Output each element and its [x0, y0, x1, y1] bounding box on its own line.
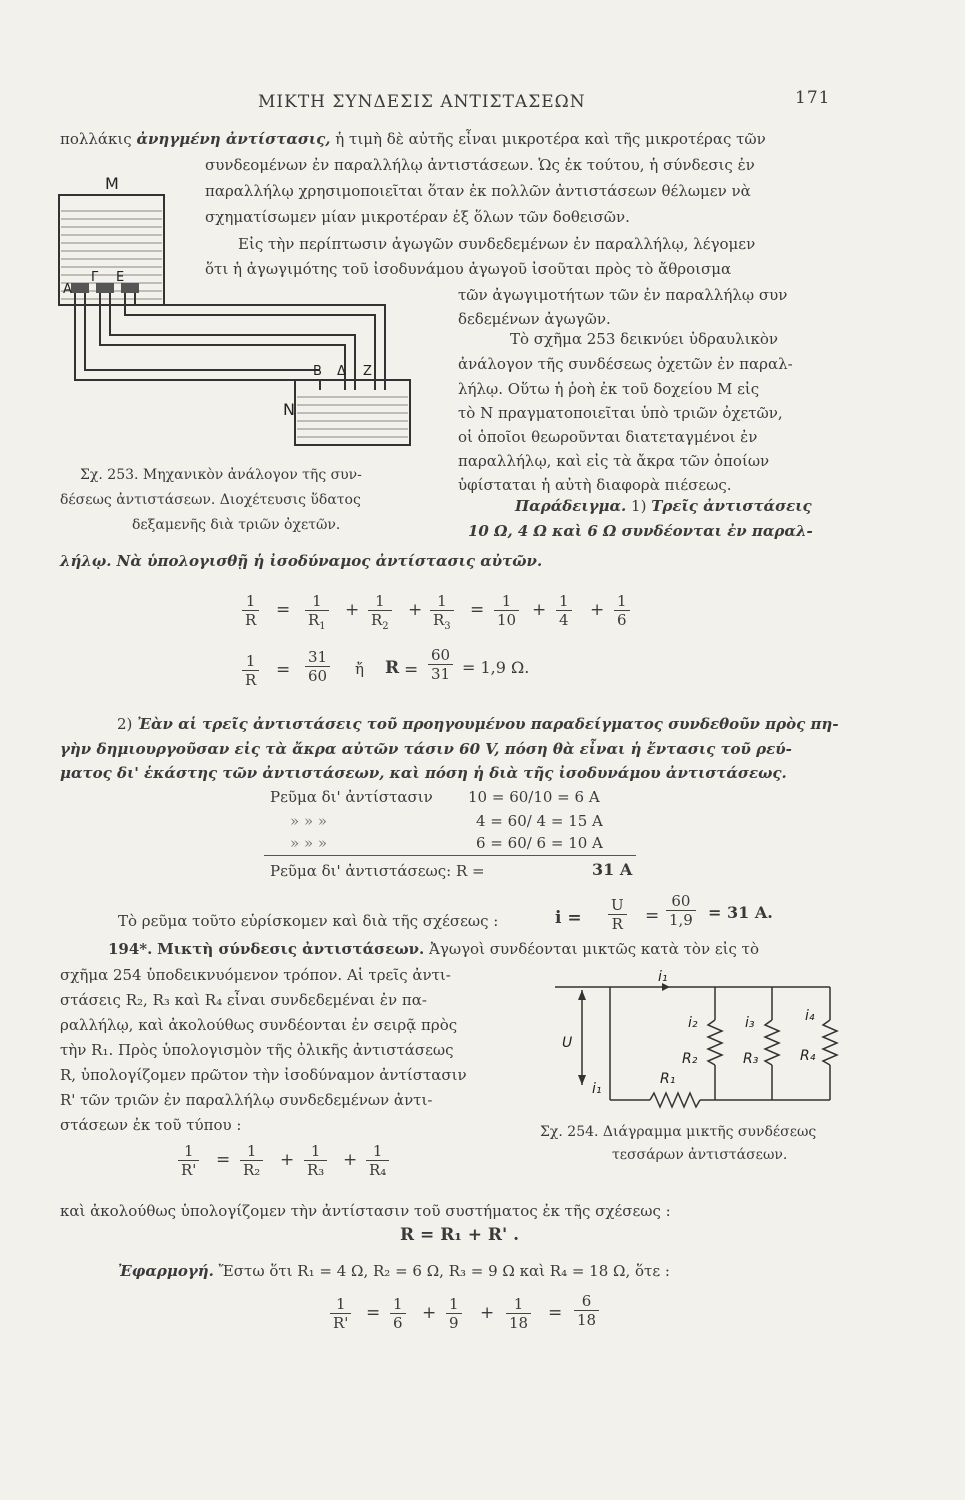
numerator: 1 — [368, 592, 392, 611]
denominator: 18 — [577, 1311, 597, 1329]
numerator: 31 — [305, 648, 330, 667]
application-line — [118, 1262, 670, 1280]
running-header: ΜΙΚΤΗ ΣΥΝΔΕΣΙΣ ΑΝΤΙΣΤΑΣΕΩΝ — [258, 92, 586, 112]
numerator: 1 — [304, 1142, 327, 1161]
fraction — [428, 646, 453, 683]
fraction — [666, 892, 696, 929]
equals-sign: = — [276, 600, 291, 620]
example-text: λήλῳ. Νὰ ὑπολογισθῇ ἡ ἰσοδύναμος ἀντίστασις αὐτῶν. — [60, 552, 543, 570]
example-text: Τρεῖς ἀντιστάσεις — [651, 497, 812, 515]
label-e: E — [116, 270, 125, 285]
voltage-arrow-icon — [578, 990, 586, 1000]
current-row-value: 4 = 60/ 4 = 15 A — [476, 812, 603, 830]
label-i3: i₃ — [745, 1015, 755, 1031]
label-i1: i₁ — [658, 969, 668, 985]
label-i2: i₂ — [688, 1015, 698, 1031]
fraction — [614, 592, 630, 629]
current-row-value: 10 = 60/10 = 6 A — [468, 788, 600, 806]
resistor-r2 — [708, 1020, 722, 1065]
denominator: $R_3$ — [433, 611, 451, 632]
current-symbol: i = — [555, 908, 582, 928]
text-line: τὸ Ν πραγματοποιεῖται ὑπὸ τριῶν ὀχετῶν, — [458, 404, 783, 422]
text-line: δεδεμένων ἀγωγῶν. — [458, 310, 611, 328]
denominator: R — [245, 671, 257, 689]
denominator: 10 — [497, 611, 517, 629]
fraction — [304, 1142, 327, 1179]
text-line: παραλλήλῳ, καὶ εἰς τὰ ἄκρα τῶν ὁποίων — [458, 452, 770, 470]
example-line — [515, 497, 812, 515]
plus-sign: + — [343, 1150, 358, 1170]
label-r1: R₁ — [660, 1071, 676, 1087]
voltage-arrow-icon — [578, 1075, 586, 1085]
label-r4: R₄ — [800, 1048, 816, 1064]
plus-sign: + — [590, 600, 605, 620]
text-line: τῶν ἀγωγιμοτήτων τῶν ἐν παραλλήλῳ συν — [458, 286, 788, 304]
figure-254-caption: τεσσάρων ἀντιστάσεων. — [612, 1147, 788, 1163]
label-m: M — [105, 175, 119, 193]
numerator: 1 — [330, 1295, 351, 1314]
plus-sign: + — [480, 1303, 495, 1323]
fraction — [430, 592, 454, 636]
text-line: R' τῶν τριῶν ἐν παραλλήλῳ συνδεδεμένων ἀντι- — [60, 1091, 433, 1109]
equals-sign: = — [216, 1150, 231, 1170]
text-line: Τὸ ρεῦμα τοῦτο εὑρίσκομεν καὶ διὰ τῆς σχέσεως : — [118, 912, 499, 930]
denominator: R₄ — [369, 1161, 387, 1179]
plus-sign: + — [345, 600, 360, 620]
denominator: 4 — [559, 611, 569, 629]
figure-253-caption: δεξαμενῆς διὰ τριῶν ὀχετῶν. — [132, 517, 341, 533]
denominator: $R_1$ — [308, 611, 326, 632]
text-line: ὑφίσταται ἡ αὐτὴ διαφορὰ πιέσεως. — [458, 476, 732, 494]
equals-sign: = — [404, 660, 419, 680]
denominator: 1,9 — [669, 911, 693, 929]
text-line — [60, 130, 766, 148]
fraction — [240, 1142, 263, 1179]
example-text: ματος δι' ἑκάστης τῶν ἀντιστάσεων, καὶ πόση ἡ διὰ τῆς ἰσοδυνάμου ἀντιστάσεως. — [60, 764, 787, 782]
current-row-label: Ρεῦμα δι' ἀντίστασιν — [270, 788, 433, 806]
text-line: στάσεων ἐκ τοῦ τύπου : — [60, 1116, 242, 1134]
numerator: 1 — [178, 1142, 199, 1161]
figure-254-circuit-diagram — [550, 965, 850, 1115]
text-span: Ἀγωγοὶ συνδέονται μικτῶς κατὰ τὸν εἰς τὸ — [429, 940, 759, 958]
equals-sign: = — [366, 1303, 381, 1323]
section-number: 194*. — [108, 940, 153, 958]
numerator: 1 — [366, 1142, 389, 1161]
denominator: 18 — [509, 1314, 529, 1332]
label-g: Γ — [91, 270, 99, 285]
text-line: παραλλήλῳ χρησιμοποιεῖται ὅταν ἐκ πολλῶν ἀντιστάσεων θέλωμεν νὰ — [205, 182, 751, 200]
numerator: 1 — [506, 1295, 531, 1314]
fraction — [178, 1142, 199, 1179]
example-heading: Παράδειγμα. — [515, 497, 627, 515]
label-r3: R₃ — [743, 1051, 759, 1067]
example-text: 10 Ω, 4 Ω καὶ 6 Ω συνδέονται ἐν παραλ- — [468, 522, 813, 540]
numerator: 1 — [242, 652, 259, 671]
application-heading: Ἐφαρμογή. — [118, 1262, 214, 1280]
numerator: 1 — [242, 592, 259, 611]
text-span: Ἔστω ὅτι R₁ = 4 Ω, R₂ = 6 Ω, R₃ = 9 Ω καὶ R₄ = 18 Ω, ὅτε : — [218, 1262, 670, 1280]
text-line: ραλλήλῳ, καὶ ἀκολούθως συνδέονται ἐν σειρᾷ πρὸς — [60, 1016, 458, 1034]
numerator: U — [608, 896, 627, 915]
r-symbol: R — [385, 658, 400, 678]
numerator: 60 — [666, 892, 696, 911]
result: = 1,9 Ω. — [462, 658, 530, 677]
resistor-r4 — [823, 1020, 837, 1065]
numerator: 1 — [556, 592, 572, 611]
numerator: 1 — [494, 592, 519, 611]
numerator: 1 — [446, 1295, 462, 1314]
text-line: ὅτι ἡ ἀγωγιμότης τοῦ ἰσοδυνάμου ἀγωγοῦ ἰσοῦται πρὸς τὸ ἄθροισμα — [205, 260, 732, 278]
fraction — [330, 1295, 351, 1332]
denominator: $R_2$ — [371, 611, 389, 632]
valves — [71, 283, 139, 293]
text-line: Τὸ σχῆμα 253 δεικνύει ὑδραυλικὸν — [510, 330, 779, 348]
result: = 31 A. — [708, 903, 773, 922]
label-a: A — [63, 282, 72, 297]
resistor-r3 — [765, 1020, 779, 1065]
denominator: R' — [333, 1314, 349, 1332]
denominator: R' — [181, 1161, 197, 1179]
label-n: N — [283, 400, 295, 419]
figure-254-caption: Σχ. 254. Διάγραμμα μικτῆς συνδέσεως — [540, 1124, 817, 1140]
sum-rule — [264, 855, 636, 856]
fraction — [446, 1295, 462, 1332]
numerator: 1 — [390, 1295, 406, 1314]
numerator: 1 — [240, 1142, 263, 1161]
term-emphasis: ἀνηγμένη ἀντίστασις, — [136, 130, 331, 148]
label-r2: R₂ — [682, 1051, 698, 1067]
plus-sign: + — [280, 1150, 295, 1170]
denominator: 6 — [617, 611, 627, 629]
example-line — [117, 715, 839, 733]
current-row-value: 6 = 60/ 6 = 10 A — [476, 834, 603, 852]
fraction — [368, 592, 392, 636]
equals-sign: = — [645, 906, 660, 926]
water-lines-n — [297, 397, 408, 437]
equals-sign: = — [470, 600, 485, 620]
numerator: 1 — [430, 592, 454, 611]
text-line: οἱ ὁποῖοι θεωροῦνται διατεταγμένοι ἐν — [458, 428, 758, 446]
label-i4: i₄ — [805, 1008, 815, 1024]
fraction — [366, 1142, 389, 1179]
text-line: συνδεομένων ἐν παραλλήλῳ ἀντιστάσεων. Ὡς ἐκ τούτου, ἡ σύνδεσις ἐν — [205, 156, 755, 174]
label-u: U — [562, 1035, 573, 1051]
total-row-label: Ρεῦμα δι' ἀντιστάσεως: R = — [270, 862, 485, 880]
text-line: R, ὑπολογίζομεν πρῶτον τὴν ἰσοδύναμον ἀντίστασιν — [60, 1066, 467, 1084]
equals-sign: = — [548, 1303, 563, 1323]
fraction — [506, 1295, 531, 1332]
denominator: 60 — [308, 667, 328, 685]
total-row-value: 31 A — [592, 860, 633, 879]
numerator: 60 — [428, 646, 453, 665]
plus-sign: + — [532, 600, 547, 620]
example-number: 2) — [117, 715, 133, 733]
example-text: γὴν δημιουργοῦσαν εἰς τὰ ἄκρα αὐτῶν τάσιν 60 V, πόση θὰ εἶναι ἡ ἔντασις τοῦ ρεύ- — [60, 740, 792, 758]
denominator: R₃ — [307, 1161, 325, 1179]
label-z: Z — [363, 364, 372, 379]
text-span: πολλάκις — [60, 130, 137, 148]
denominator: 31 — [431, 665, 451, 683]
fraction — [608, 896, 627, 933]
equals-sign: = — [276, 660, 291, 680]
text-line: καὶ ἀκολούθως ὑπολογίζομεν τὴν ἀντίστασιν τοῦ συστήματος ἐκ τῆς σχέσεως : — [60, 1202, 671, 1220]
denominator: 6 — [393, 1314, 403, 1332]
figure-253-hydraulic-diagram — [55, 175, 415, 455]
ditto-marks: » » » — [290, 812, 328, 830]
numerator: 1 — [614, 592, 630, 611]
resistor-r1 — [650, 1093, 700, 1107]
numerator: 1 — [305, 592, 329, 611]
text-line: Εἰς τὴν περίπτωσιν ἀγωγῶν συνδεδεμένων ἐν παραλλήλῳ, λέγομεν — [238, 235, 756, 253]
figure-253-caption: Σχ. 253. Μηχανικὸν ἀνάλογον τῆς συν- — [80, 467, 362, 483]
figure-253-caption: δέσεως ἀντιστάσεων. Διοχέτευσις ὕδατος — [60, 492, 361, 508]
numerator: 6 — [574, 1292, 599, 1311]
section-title: Μικτὴ σύνδεσις ἀντιστάσεων. — [157, 940, 425, 958]
fraction — [494, 592, 519, 629]
text-line: τὴν R₁. Πρὸς ὑπολογισμὸν τῆς ὀλικῆς ἀντιστάσεως — [60, 1041, 454, 1059]
plus-sign: + — [408, 600, 423, 620]
label-i1-lower: i₁ — [592, 1081, 602, 1097]
label-d: Δ — [337, 364, 346, 379]
denominator: R₂ — [243, 1161, 261, 1179]
fraction — [242, 652, 259, 689]
example-text: Ἐὰν αἱ τρεῖς ἀντιστάσεις τοῦ προηγουμένου παραδείγματος συνδεθοῦν πρὸς πη- — [137, 715, 839, 733]
page-number: 171 — [795, 88, 831, 108]
denominator: R — [245, 611, 257, 629]
label-b: B — [313, 364, 322, 379]
text-line: λήλῳ. Οὕτω ἡ ῥοὴ ἐκ τοῦ δοχείου Μ εἰς — [458, 380, 760, 398]
or-word: ἤ — [355, 660, 364, 678]
total-resistance-formula: R = R₁ + R' . — [400, 1225, 520, 1245]
fraction — [242, 592, 259, 629]
fraction — [390, 1295, 406, 1332]
plus-sign: + — [422, 1303, 437, 1323]
example-number: 1) — [631, 497, 647, 515]
text-line: σχηματίσωμεν μίαν μικροτέραν ἐξ ὅλων τῶν δοθεισῶν. — [205, 208, 630, 226]
denominator: R — [611, 915, 623, 933]
fraction — [574, 1292, 599, 1329]
text-span: ἡ τιμὴ δὲ αὐτῆς εἶναι μικροτέρα καὶ τῆς μικροτέρας τῶν — [330, 130, 766, 148]
denominator: 9 — [449, 1314, 459, 1332]
fraction — [556, 592, 572, 629]
ditto-marks: » » » — [290, 834, 328, 852]
text-line: ἀνάλογον τῆς συνδέσεως ὀχετῶν ἐν παραλ- — [458, 355, 793, 373]
text-line: σχῆμα 254 ὑποδεικνυόμενον τρόπον. Αἱ τρεῖς ἀντι- — [60, 966, 451, 984]
text-line: στάσεις R₂, R₃ καὶ R₄ εἶναι συνδεδεμέναι ἐν πα- — [60, 991, 427, 1009]
fraction — [305, 648, 330, 685]
section-heading-line — [108, 940, 759, 958]
fraction — [305, 592, 329, 636]
